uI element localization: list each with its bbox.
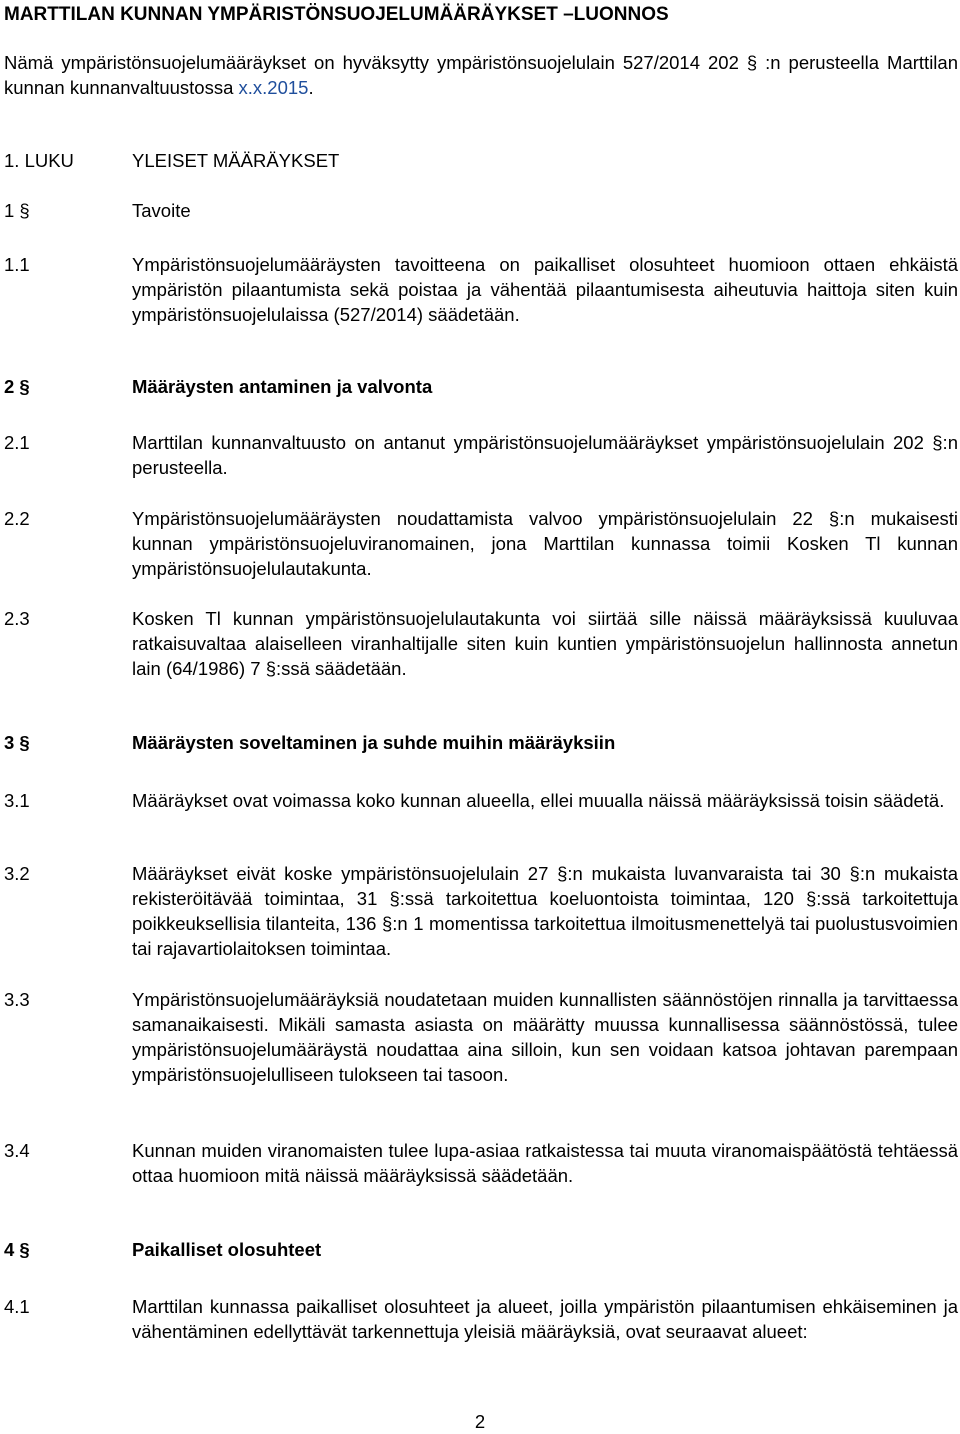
paragraph-text: Ympäristönsuojelumääräysten tavoitteena on paikalliset olosuhteet huomioon ottaen ehkäistä ympäristön pilaantumista sekä poistaa ja vähentää pilaantumisesta aiheutuvia haittoja siten kuin ympäristönsuojelulaissa (527/2014) säädetään. — [132, 254, 958, 325]
paragraph-text: Ympäristönsuojelumääräysten noudattamista valvoo ympäristönsuojelulain 22 §:n mukaisesti kunnan ympäristönsuojeluviranomainen, jona Marttilan kunnassa toimii Kosken Tl kunnan ympäristönsuojelulautakunta. — [132, 508, 958, 579]
section-number: 4 § — [4, 1239, 30, 1260]
paragraph-number: 3.2 — [4, 863, 30, 884]
page-number: 2 — [474, 1411, 486, 1432]
paragraph-text: Marttilan kunnanvaltuusto on antanut ympäristönsuojelumääräykset ympäristönsuojelulain 202 §:n perusteella. — [132, 432, 958, 478]
section-number: 2 § — [4, 376, 30, 397]
paragraph-text: Kunnan muiden viranomaisten tulee lupa-asiaa ratkaistessa tai muuta viranomaispäätöstä tehtäessä ottaa huomioon mitä näissä määräyksissä säädetään. — [132, 1140, 958, 1186]
section-heading: Paikalliset olosuhteet — [132, 1239, 322, 1260]
paragraph-number: 2.2 — [4, 508, 30, 529]
paragraph-text: Ympäristönsuojelumääräyksiä noudatetaan muiden kunnallisten säännöstöjen rinnalla ja tarvittaessa samanaikaisesti. Mikäli samasta asiasta on määrätty muussa kunnallisessa säännöstössä, tulee ympäristönsuojelumääräystä noudattaa aina silloin, kun sen voidaan katsoa johtavan parempaan ympäristönsuojelulliseen tulokseen tai tasoon. — [132, 989, 958, 1085]
intro-end: . — [308, 77, 314, 98]
paragraph-number: 2.1 — [4, 432, 30, 453]
section-heading: Määräysten antaminen ja valvonta — [132, 376, 433, 397]
paragraph-number: 3.3 — [4, 989, 30, 1010]
section-heading: Määräysten soveltaminen ja suhde muihin määräyksiin — [132, 732, 616, 753]
paragraph-number: 3.1 — [4, 790, 30, 811]
section-number: 3 § — [4, 732, 30, 753]
chapter-heading: YLEISET MÄÄRÄYKSET — [132, 150, 340, 171]
section-number: 1 § — [4, 200, 30, 221]
paragraph-text: Määräykset eivät koske ympäristönsuojelulain 27 §:n mukaista luvanvaraista tai 30 §:n mukaista rekisteröitävää toimintaa, 31 §:ssä tarkoitettua koeluontoista toimintaa, 120 §:ssä tarkoitettuja poikkeuksellisia tilanteita, 136 §:n 1 momentissa tarkoitettua ilmoitusmenettelyä tai puolustusvoimien tai rajavartiolaitoksen toimintaa. — [132, 863, 958, 959]
document-title: MARTTILAN KUNNAN YMPÄRISTÖNSUOJELUMÄÄRÄYKSET –LUONNOS — [4, 4, 669, 25]
paragraph-number: 1.1 — [4, 254, 30, 275]
paragraph-number: 3.4 — [4, 1140, 30, 1161]
paragraph-number: 2.3 — [4, 608, 30, 629]
intro-text: Nämä ympäristönsuojelumääräykset on hyväksytty ympäristönsuojelulain 527/2014 202 § :n perusteella Marttilan kunnan kunnanvaltuustossa — [4, 52, 958, 98]
paragraph-text: Määräykset ovat voimassa koko kunnan alueella, ellei muualla näissä määräyksissä toisin säädetä. — [132, 790, 945, 811]
intro-paragraph — [4, 50, 958, 100]
adoption-date-placeholder: x.x.2015 — [238, 77, 309, 98]
paragraph-text: Kosken Tl kunnan ympäristönsuojelulautakunta voi siirtää sille näissä määräyksissä kuuluvaa ratkaisuvaltaa alaiselleen viranhaltijalle siten kuin kuntien ympäristönsuojelun hallinnosta annetun lain (64/1986) 7 §:ssä säädetään. — [132, 608, 958, 679]
paragraph-number: 4.1 — [4, 1296, 30, 1317]
paragraph-text: Marttilan kunnassa paikalliset olosuhteet ja alueet, joilla ympäristön pilaantumisen ehkäiseminen ja vähentäminen edellyttävät tarkennettuja yleisiä määräyksiä, ovat seuraavat alueet: — [132, 1296, 958, 1342]
chapter-number: 1. LUKU — [4, 150, 74, 171]
section-heading: Tavoite — [132, 200, 191, 221]
